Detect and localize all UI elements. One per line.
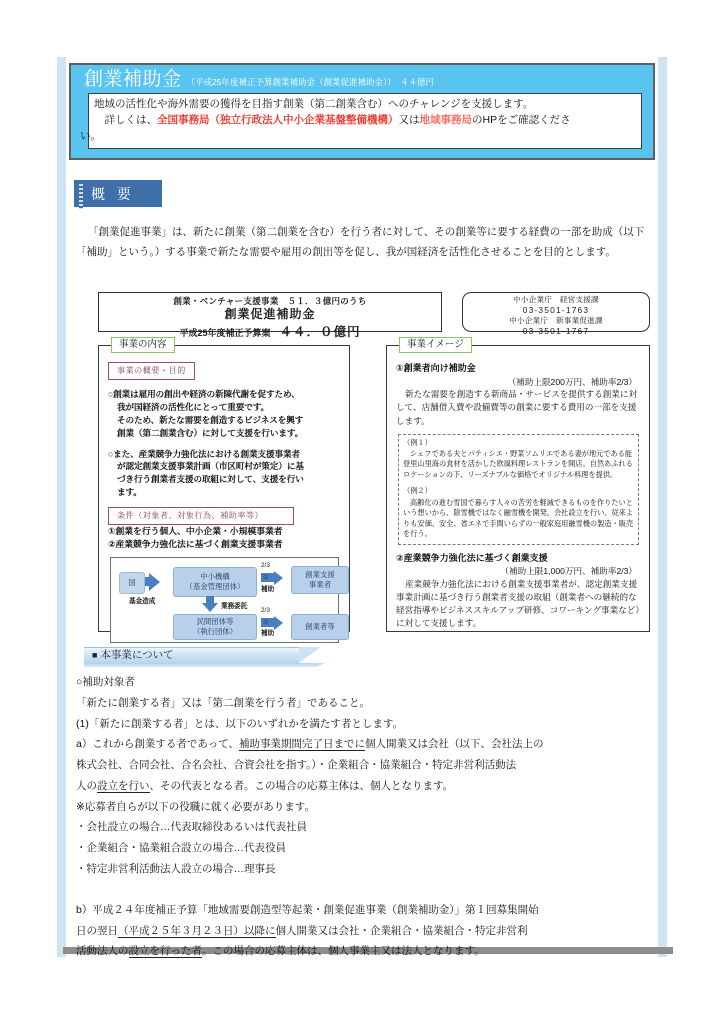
contact-tel-2: 03-3501-1767	[522, 325, 590, 336]
panel-tab-business-image: 事業イメージ	[399, 337, 472, 353]
section-badge-label: 概 要	[91, 185, 135, 202]
item-b-2-pre: 日の翌日	[76, 924, 118, 937]
flow-ratio-lower: 2/3	[261, 606, 270, 614]
section-badge-overview	[74, 180, 162, 207]
header-banner	[69, 63, 655, 160]
flow-subsidy-lower: 補助	[261, 629, 275, 637]
example-2-title: （例２）	[403, 486, 432, 496]
subsidy-item-2-head: ②産業競争力強化法に基づく創業支援	[396, 552, 548, 563]
item-b-3-pre: 活動法人の	[76, 945, 129, 958]
contact-office-2: 中小企業庁 新事業促進課	[509, 315, 603, 325]
bullet-2-line-1: ○また、産業競争力強化法における創業支援事業者	[108, 448, 300, 459]
flow-diagram	[110, 557, 339, 643]
header-title-row	[84, 70, 646, 90]
flow-node-private	[173, 614, 257, 640]
ribbon-tail-point-icon	[316, 663, 325, 667]
example-2-body: 高齢化の進む雪国で暮らす人々の苦労を軽減できるものを作りたいという想いから、除雪機ではなく融雪機を開発。会社設立を行い、従来よりも安価、安全、省エネで手間いらずの一般家庭用融雪機の製造・販売を行う。	[403, 497, 634, 539]
about-item-a-bullet-2: ・企業組合・協業組合設立の場合…代表役員	[76, 842, 286, 855]
flow-node-smrj-line-2: （基金管理団体）	[185, 581, 245, 591]
tag-conditions-wrap	[108, 507, 341, 525]
callout-line-2	[94, 113, 636, 128]
item-a-3-post: 、その代表となる者。この場合の応募主体は、個人となります。	[149, 779, 454, 792]
ribbon-label: 本事業について	[100, 649, 174, 661]
item-b-2-post: 個人開業又は会社・企業組合・協業組合・特定非営利	[275, 924, 528, 937]
page-subtitle: （平成25年度補正予算創業補助金（創業促進補助金）） ４４億円	[186, 77, 434, 87]
page-edge-left	[57, 57, 66, 957]
overview-paragraph: 「創業促進事業」は、新たに創業（第二創業を含む）を行う者に対して、その創業等に要する経費の一部を助成（以下「補助」という。）する事業で新たな需要や雇用の創出等を促し、我が国経済を活性化させることを目的とします。	[76, 226, 645, 259]
flow-ratio-upper: 2/3	[261, 561, 270, 569]
example-box	[398, 434, 639, 545]
bullet-1-line-2: 我が国経済の活性化にとって重要です。	[117, 401, 270, 412]
flow-label-entrust: 業務委託	[221, 602, 248, 610]
dotted-accent-icon	[79, 184, 83, 209]
subsidy-item-1-head: ①創業者向け補助金	[396, 363, 476, 373]
page-edge-right	[658, 57, 667, 957]
panel-business-image	[386, 339, 650, 632]
item-b-2-underlined: （平成２５年３月２３日）以降に	[118, 924, 276, 937]
example-1-title: （例１）	[403, 437, 432, 447]
callout-line-2-suffix: のHPをご確認くださ	[472, 113, 571, 126]
bullet-2	[108, 448, 341, 500]
panel-tab-business-content: 事業の内容	[111, 337, 175, 353]
bullet-1	[108, 388, 341, 440]
item-a-3-pre: 人の	[76, 779, 97, 792]
budget-fiscal-prefix: 平成25年度補正予算案	[179, 328, 280, 338]
subsidy-item-1-body: 新たな需要を創造する新商品・サービスを提供する創業に対して、店舗借入費や設備費等の創業に要する費用の一部を支援します。	[396, 389, 638, 426]
item-b-3-post: 。この場合の応募主体は、個人事業主又は法人となります。	[202, 945, 485, 958]
about-heading: ○補助対象者	[76, 676, 135, 688]
flow-node-country: 国	[119, 572, 145, 594]
callout-line-1: 地域の活性化や海外需要の獲得を目指す創業（第二創業含む）へのチャレンジを支援します。	[94, 97, 534, 110]
budget-parent-program: 創業・ベンチャー支援事業 ５１．３億円のうち	[173, 296, 367, 306]
flow-node-private-line-1: 民間団体等	[196, 617, 234, 627]
flow-node-support-org	[291, 566, 349, 594]
subsidy-item-1-amount: （補助上限200万円、補助率2/3）	[507, 376, 637, 387]
item-a-1-underlined: 補助事業期間完了日までに	[239, 738, 366, 751]
tag-purpose: 事業の概要・目的	[108, 362, 195, 380]
flow-circle-upper: ②	[263, 573, 269, 581]
about-line-1: 「新たに創業する者」又は「第二創業を行う者」であること。	[76, 696, 370, 709]
bullet-1-line-1: ○創業は雇用の創出や経済の新陳代謝を促すため、	[108, 389, 300, 399]
condition-2: ②産業競争力強化法に基づく創業支援事業者	[108, 539, 283, 550]
subsidy-item-2-amount: （補助上限1,000万円、補助率2/3）	[500, 566, 637, 577]
contact-tel-1: 03-3501-1763	[522, 304, 590, 315]
flow-node-support-line-2: 事業者	[308, 579, 332, 589]
flow-node-founder: 創業者等	[291, 614, 349, 640]
item-a-1-pre: a）これから創業する者であって、	[76, 738, 240, 751]
bullet-1-line-3: そのため、新たな需要を創造するビジネスを興す	[117, 414, 304, 425]
panel-body-business-image	[387, 346, 649, 636]
budget-program-name: 創業促進補助金	[224, 307, 316, 321]
header-callout-box	[80, 93, 642, 149]
contact-box	[462, 292, 650, 336]
flow-label-fund: 基金造成	[129, 597, 156, 605]
example-1-body: シェフである夫とパティシエ・野菜ソムリエである妻が地元である能登里山里海の食材を活かした欧風料理レストランを開店。自然あふれるロケーションの下、リーズナブルな価格でオリジナル料理を提供。	[403, 449, 633, 479]
paragraph-spacer	[76, 880, 652, 900]
ribbon-tail	[84, 663, 316, 667]
bullet-1-line-4: 創業（第二創業含む）に対して支援を行います。	[117, 427, 304, 438]
flow-arrow-upper-icon	[274, 571, 283, 585]
about-item-a-line-1	[76, 734, 652, 755]
bullet-2-line-2: が認定創業支援事業計画（市区町村が策定）に基	[117, 461, 304, 472]
link-national-office[interactable]: 全国事務局（独立行政法人中小企業基盤整備機構）	[157, 113, 399, 126]
about-item-a-bullet-3: ・特定非営利活動法人設立の場合…理事長	[76, 863, 276, 876]
panel-business-content	[98, 339, 350, 637]
contact-office-1: 中小企業庁 経営支援課	[513, 295, 599, 304]
callout-line-2-prefix: 詳しくは、	[94, 113, 157, 126]
flow-node-support-line-1: 創業支援	[305, 570, 335, 580]
item-b-3-underlined: 設立を行った者	[128, 945, 202, 958]
ribbon-point-icon	[299, 647, 321, 663]
bullet-2-line-4: ます。	[117, 487, 142, 498]
overview-paragraph-block	[76, 222, 650, 263]
about-line-2: (1)「新たに創業する者」とは、以下のいずれかを満たす者とします。	[76, 717, 403, 730]
about-body	[76, 672, 652, 962]
about-item-a-line-3	[76, 776, 652, 797]
about-item-b-line-1: b）平成２４年度補正予算「地域需要創造型等起業・創業促進事業（創業補助金）」第１回募集開始	[76, 903, 539, 916]
flow-arrow-country-tail	[145, 577, 152, 586]
ribbon-label-wrap	[92, 647, 174, 663]
budget-box	[98, 292, 442, 339]
condition-1: ①創業を行う個人、中小企業・小規模事業者	[108, 526, 283, 537]
flow-node-smrj-line-1: 中小機構	[200, 572, 230, 582]
callout-line-3: い。	[80, 129, 101, 142]
flow-arrow-lower-icon	[274, 616, 283, 630]
flow-node-private-line-2: （執行団体）	[192, 626, 238, 636]
about-item-a-bullet-1: ・会社設立の場合…代表取締役あるいは代表社員	[76, 821, 307, 834]
flow-subsidy-upper: 補助	[261, 585, 275, 593]
subsidy-item-2-body: 産業競争力強化法における創業支援事業者が、認定創業支援事業計画に基づき行う創業者支援の取組（創業者への継続的な経営指導やビジネススキルアップ研修、コワーキング事業など）に対して支援します。	[396, 578, 640, 629]
flow-node-smrj	[173, 567, 257, 597]
callout-line-2-mid: 又は	[398, 113, 420, 126]
about-item-b-line-3	[76, 941, 652, 962]
link-regional-office[interactable]: 地域事務局	[419, 113, 472, 126]
about-item-a-note: ※応募者自らが以下の役職に就く必要があります。	[76, 800, 315, 813]
panel-body-business-content	[99, 346, 349, 649]
flow-circle-lower: ①	[263, 618, 269, 626]
budget-amount: ４４．０億円	[279, 325, 361, 339]
flow-arrow-entrust-icon	[202, 603, 218, 612]
about-item-a-line-2: 株式会社、合同会社、合名会社、合資会社を指す。）・企業組合・協業組合・特定非営利活動法	[76, 759, 517, 772]
item-a-3-underlined: 設立を行い	[97, 779, 150, 792]
page-title: 創業補助金	[84, 69, 182, 90]
square-bullet-icon: ■	[92, 650, 98, 660]
about-item-b-line-2	[76, 921, 652, 942]
bullet-2-line-3: づき行う創業者支援の取組に対して、支援を行い	[117, 474, 304, 485]
tag-conditions: 条件（対象者、対象行為、補助率等）	[108, 507, 294, 525]
ribbon-about-program	[84, 647, 328, 669]
item-a-1-post: 個人開業又は会社（以下、会社法上の	[365, 738, 544, 751]
